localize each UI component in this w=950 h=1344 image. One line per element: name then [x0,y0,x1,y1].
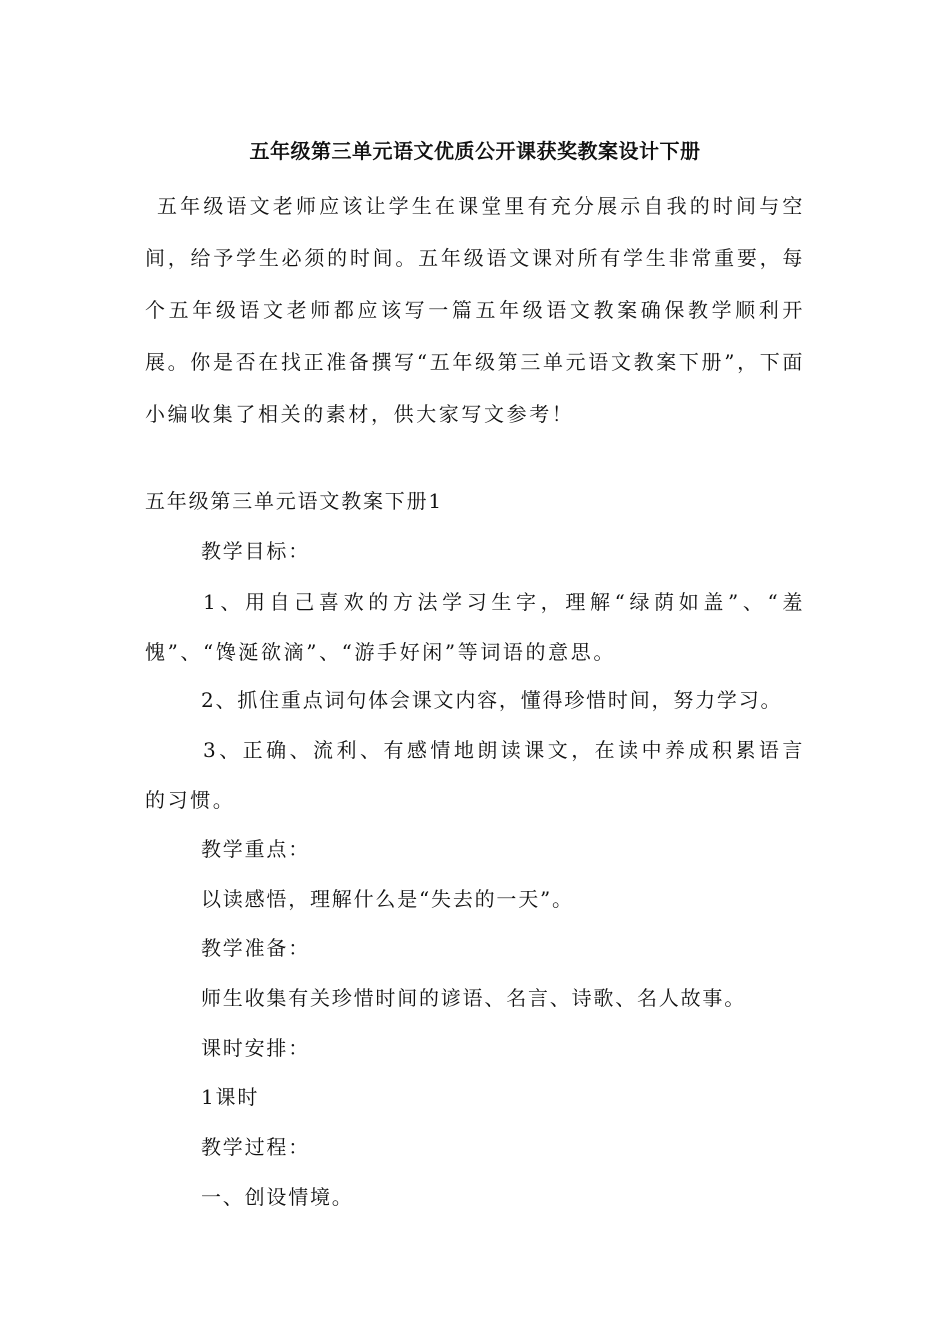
process-label: 教学过程： [201,1135,310,1159]
objective-item-2: 2、抓住重点词句体会课文内容，懂得珍惜时间，努力学习。 [201,688,783,712]
schedule-text: 1课时 [201,1085,260,1109]
preparation-text: 师生收集有关珍惜时间的谚语、名言、诗歌、名人故事。 [201,986,746,1010]
objective-item-1: 1、用自己喜欢的方法学习生字，理解“绿荫如盖”、“羞愧”、“馋涎欲滴”、“游手好闲”等词语的意思。 [145,590,805,664]
key-points-label: 教学重点： [201,837,310,861]
schedule-label: 课时安排： [201,1036,310,1060]
objectives-label: 教学目标： [201,539,310,563]
objective-item-3: 3、正确、流利、有感情地朗读课文，在读中养成积累语言的习惯。 [145,738,805,812]
intro-paragraph: 五年级语文老师应该让学生在课堂里有充分展示自我的时间与空间，给予学生必须的时间。五年级语文课对所有学生非常重要，每个五年级语文老师都应该写一篇五年级语文教案确保教学顺利开展。你是否在找正准备撰写“五年级第三单元语文教案下册”，下面小编收集了相关的素材，供大家写文参考！ [145,194,805,426]
process-step-1: 一、创设情境。 [201,1185,354,1209]
preparation-label: 教学准备： [201,936,310,960]
document-title: 五年级第三单元语文优质公开课获奖教案设计下册 [249,139,701,163]
key-points-text: 以读感悟，理解什么是“失去的一天”。 [201,887,574,911]
section-heading: 五年级第三单元语文教案下册1 [145,489,443,513]
